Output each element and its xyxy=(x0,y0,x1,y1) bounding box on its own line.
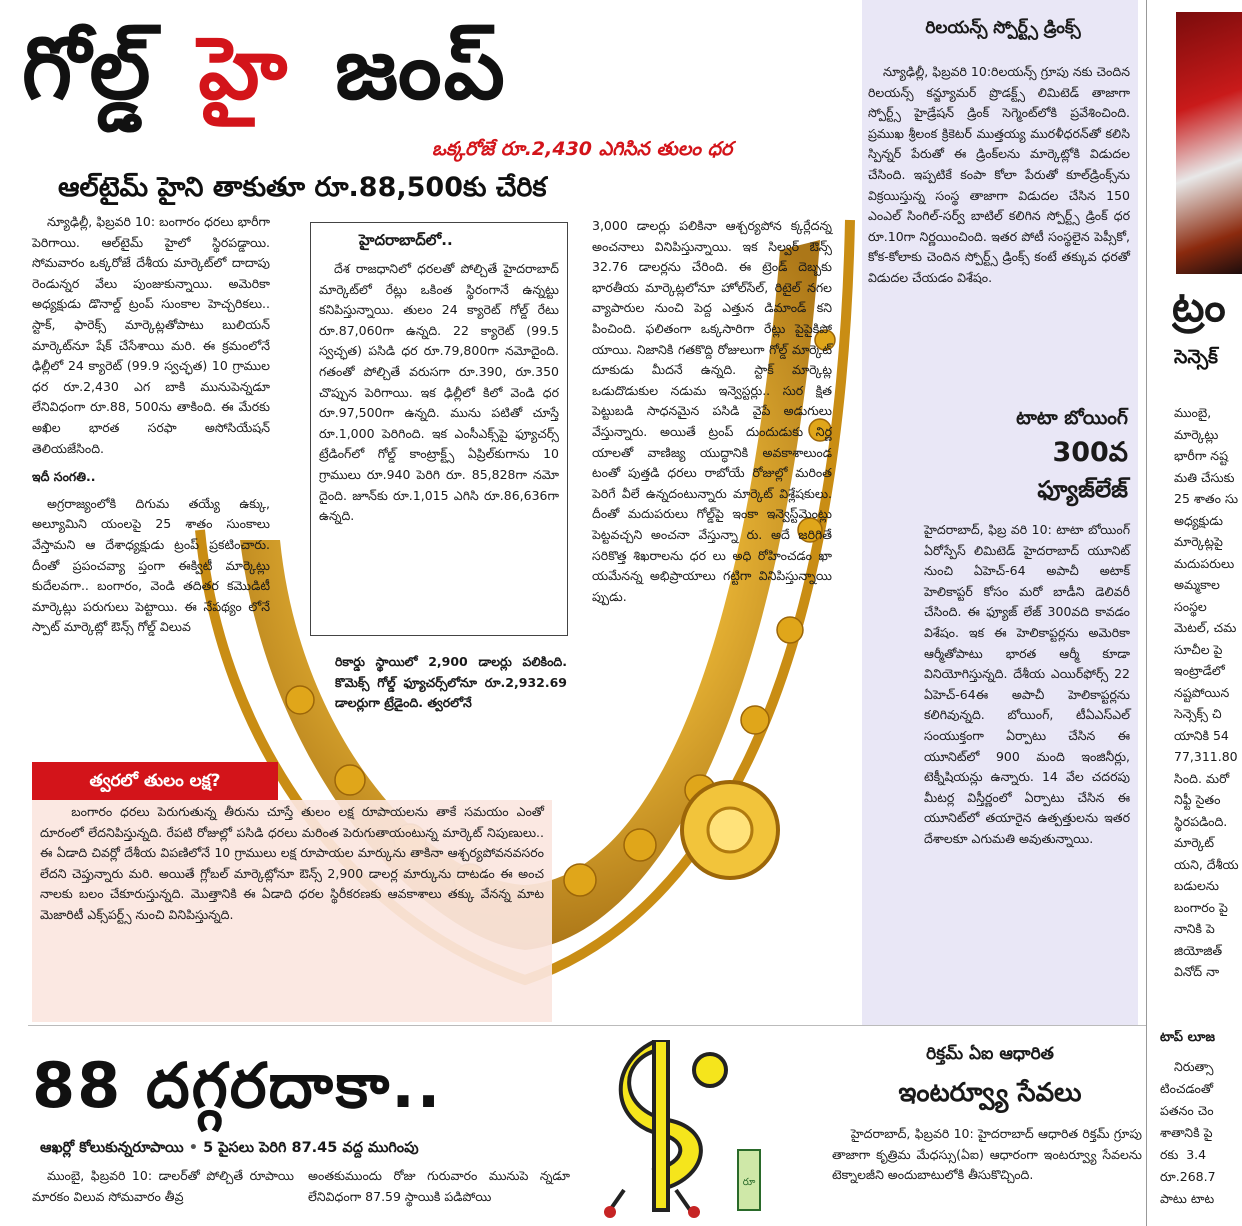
story-paragraph: న్యూఢిల్లీ, ఫిబ్రవరి 10: బంగారం ధరలు భారీగా పెరిగాయి. ఆల్‌టైమ్ హైలో స్థిరపడ్డాయి. సోమవారం ఒక్కరోజే దేశీయ మార్కెట్‌లో దాదాపు రెండున్నర వేలు పుంజుకున్నాయి. అమెరికా అధ్యక్షుడు డొనాల్డ్ ట్రంప్ సుంకాల హెచ్చరికలు.. స్టాక్, ఫారెక్స్ మార్కెట్లతోపాటు బులియన్ మార్కెట్‌నూ షేక్ చేసేశాయి మరి. ఈ క్రమంలోనే ఢిల్లీలో 24 క్యారెట్ (99.9 స్వచ్ఛత) 10 గ్రాముల ధర రూ.2,430 ఎగ బాకి మునుపెన్నడూ లేనివిధంగా రూ.88, 500ను తాకింది. ఈ మేరకు అఖిల భారత సరఫా అసోసియేషన్ తెలియజేసింది. xyxy=(32,214,270,456)
bottom-column-2: అంతకుముందు రోజు గురువారం మునుపె న్నడూ లేనివిధంగా 87.59 స్థాయికి పడిపోయి xyxy=(308,1168,570,1204)
bottom-headline: 88 దగ్గరదాకా.. xyxy=(32,1049,443,1122)
text-line: ముంబై, xyxy=(1174,405,1212,420)
text-line: ఇంట్రాడేలో xyxy=(1174,663,1225,678)
subline-b: 5 పైసలు పెరిగి 87.45 వద్ద ముగింపు xyxy=(203,1140,419,1156)
boeing-title xyxy=(968,402,1128,508)
text-line: 25 శాతం సు xyxy=(1174,491,1239,506)
text-line: సింది. మరో xyxy=(1174,770,1230,786)
boeing-title-line: టాటా బోయింగ్ xyxy=(1016,407,1128,429)
red-box-title: త్వరలో తులం లక్ష? xyxy=(89,771,221,791)
dollar-cartoon-image xyxy=(598,1040,794,1220)
hyderabad-box xyxy=(310,222,568,636)
text-line: టించడంతో xyxy=(1160,1081,1214,1096)
subheadline: ఆల్‌టైమ్ హైని తాకుతూ రూ.88,500కు చేరిక xyxy=(58,172,547,203)
text-fragment: రకు xyxy=(1160,1147,1179,1162)
right-edge-small-head: టాప్ లూజ xyxy=(1160,1030,1215,1045)
text-line: యానికి 54 xyxy=(1174,727,1229,743)
rikthum-text: హైదరాబాద్, ఫిబ్రవరి 10: హైదరాబాద్ ఆధారిత రిక్తమ్ గ్రూపు తాజాగా కృత్రిమ మేధస్సు(ఏఐ) ఆధారంగా ఇంటర్వ్యూ సేవలను టెక్నాలజీని అందుబాటులోకి తీసుకొచ్చింది. xyxy=(832,1126,1142,1183)
main-headline xyxy=(22,10,862,132)
text-line: 77,311.80 xyxy=(1174,749,1238,764)
box-text: దేశ రాజధానిలో ధరలతో పోల్చితే హైదరాబాద్ మార్కెట్‌లో రేట్లు ఒకింత స్థిరంగానే ఉన్నట్టు కనిపిస్తున్నాయి. తులం 24 క్యారెట్ గోల్డ్ రేటు రూ.87,060గా ఉన్నది. 22 క్యారెట్ (99.5 స్వచ్ఛత) పసిడి ధర రూ.79,800గా నమోదైంది. గతంతో పోల్చితే వరుసగా రూ.390, రూ.350 చొప్పున పెరిగాయి. ఇక ఢిల్లీలో కిలో వెండి ధర రూ.97,500గా ఉన్నది. మును పటితో చూస్తే రూ.1,000 పెరిగింది. ఇక ఎంసీఎక్స్‌పై ఫ్యూచర్స్ ట్రేడింగ్‌లో గోల్డ్ కాంట్రాక్ట్స్ ఏప్రిల్‌కుగాను 10 గ్రాములు రూ.940 పెరిగి రూ. 85,828గా నమో దైంది. జూన్‌కు రూ.1,015 ఎగిసి రూ.86,636గా ఉన్నది. xyxy=(319,261,559,524)
sidebar-title: రిలయన్స్ స్పోర్ట్స్ డ్రింక్స్ xyxy=(925,18,1081,38)
story-column-1 xyxy=(32,212,270,638)
story-column-3: 3,000 డాలర్లు పలికినా ఆశ్చర్యపోన క్కర్లేదన్న అంచనాలు వినిపిస్తున్నాయి. ఇక సిల్వర్ ఔన్స్ 32.76 డాలర్లను చేరింది. ఈ ట్రెండ్ దెబ్బకు భారతీయ మార్కెట్లలోనూ హోల్‌సేల్, రిటైల్ నగల వ్యాపారుల నుంచి పెద్ద ఎత్తున డిమాండ్ కని పించింది. ఫలితంగా ఒక్కసారిగా రేట్లు పైపైకిపో యాయి. నిజానికి గతకొద్ది రోజులుగా గోల్డ్ మార్కెట్ దూకుడు మీదనే ఉన్నది. స్టాక్ మార్కెట్ల ఒడుదొడుకుల నడుమ ఇన్వెస్టర్లు.. సుర క్షిత పెట్టుబడి సాధనమైన పసిడి వైపే అడుగులు వేస్తున్నారు. అయితే ట్రంప్ దుందుడుకు నిర్ణ యాలతో వాణిజ్య యుద్ధానికి అవకాశాలుండ టంతో పుత్తడి ధరలు రాబోయే రోజుల్లో మరింత పెరిగే వీలే ఉన్నదంటున్నారు మార్కెట్ విశ్లేషకులు. దీంతో మదుపరులు గోల్డ్‌పై ఇంకా ఇన్వెస్ట్‌మెంట్లు పెట్టవచ్చని అంచనా వేస్తున్నా రు. అదే జరిగితే సరికొత్త శిఖరాలను ధర లు అధి రోహించడం ఖా యమేనన్న అభిప్రాయాలు గట్టిగా వినిపిస్తున్నాయి ప్పుడు. xyxy=(592,218,832,604)
divider xyxy=(1146,0,1147,1226)
sidebar-text: న్యూఢిల్లీ, ఫిబ్రవరి 10:రిలయన్స్ గ్రూపు నకు చెందిన రిలయన్స్ కన్జ్యూమర్ ప్రొడక్ట్స్ లిమిటెడ్ తాజాగా స్పోర్ట్స్ హైడ్రేషన్ డ్రింక్ సెగ్మెంట్‌లోకి ప్రవేశించింది. ప్రముఖ శ్రీలంక క్రికెటర్ ముత్తయ్య మురళీధరన్‌తో కలిసి స్పిన్నర్ పేరుతో ఈ డ్రింక్‌లను మార్కెట్లోకి విడుదల చేసింది. ఇప్పటికే కంపా కోలా పేరుతో కూల్‌డ్రింక్స్‌ను విక్రయిస్తున్న సంస్థ తాజాగా విడుదల చేసిన 150 ఎంఎల్ సింగిల్-సర్వ్ బాటిల్ కలిగిన స్పోర్ట్స్ డ్రింక్ ధర రూ.10గా నిర్ణయించింది. ఇతర పోటీ సంస్థలైన పెప్సీకో, కోక-కోలాకు చెందిన స్పోర్ట్స్ డ్రింక్స్ కంటే తక్కువ ధరతో విడుదల చేయడం విశేషం. xyxy=(868,64,1130,285)
text-line: మతి చేసుకు xyxy=(1174,469,1235,485)
headline-word-3: జంప్ xyxy=(335,19,507,119)
box-title: హైదరాబాద్‌లో.. xyxy=(359,231,453,249)
right-edge-photo xyxy=(1176,12,1242,274)
text-line: రూ.268.7 xyxy=(1160,1169,1216,1184)
text-line: మదుపరులు xyxy=(1174,555,1235,571)
text-line: శాతానికి పై xyxy=(1160,1125,1213,1140)
text-line: స్థిరపడింది. xyxy=(1174,813,1228,829)
text-line: అమ్మకాల xyxy=(1174,577,1220,592)
subline-a: ఆఖర్లో కోలుకున్నరూపాయి xyxy=(40,1140,184,1156)
bottom-subline xyxy=(40,1140,610,1160)
text-line: వినోద్ నా xyxy=(1174,964,1220,979)
right-edge-headline: ట్రం xyxy=(1172,282,1226,331)
right-edge-subhead: సెన్సెక్ xyxy=(1174,346,1218,368)
text-line: నష్టపోయిన xyxy=(1174,684,1230,700)
text-line: సూచీల పై xyxy=(1174,641,1223,657)
right-edge-column xyxy=(1174,402,1242,983)
red-box-header xyxy=(32,762,278,800)
text-line: పాటు టాట xyxy=(1160,1191,1215,1206)
divider xyxy=(28,1025,1146,1026)
boeing-text: హైదరాబాద్, ఫిబ్ర వరి 10: టాటా బోయింగ్ ఏరోస్పేస్ లిమిటెడ్ హైదరాబాద్ యూనిట్ నుంచి ఏహెచ్-64 అపాచీ అటాక్ హెలికాప్టర్ కోసం మరో బాడీని డెలివరీ చేసింది. ఈ ఫ్యూజ్ లేజ్ 300వది కావడం విశేషం. ఇక ఈ హెలికాప్టర్లను అమెరికా ఆర్మీతోపాటు భారత ఆర్మీ కూడా వినియోగిస్తున్నది. దేశీయ ఎయిర్‌ఫోర్స్ 22 ఏహెచ్-64ఈ అపాచీ హెలికాప్టర్లను కలిగివున్నది. బోయింగ్, టీఏఎస్‌ఎల్ సంయుక్తంగా ఏర్పాటు చేసిన ఈ యూనిట్‌లో 900 మంది ఇంజినీర్లు, టెక్నీషియన్లు ఉన్నారు. 14 వేల చదరపు మీటర్ల విస్తీర్ణంలో ఏర్పాటు చేసిన ఈ యూనిట్‌లో తయారైన ఉత్పత్తులను ఇతర దేశాలకూ ఎగుమతి అవుతున్నాయి. xyxy=(924,522,1130,846)
rikthum-title-2: ఇంటర్వ్యూ సేవలు xyxy=(898,1078,1082,1108)
story-column-2: రికార్డు స్థాయిలో 2,900 డాలర్లు పలికింది. కొమెక్స్ గోల్డ్ ఫ్యూచర్స్‌లోనూ రూ.2,932.69 డాలర్లుగా ట్రేడైంది. త్వరలోనే xyxy=(335,654,567,711)
boeing-title-line: 300వ xyxy=(1052,437,1128,468)
text-line: నిఫ్టీ సైతం xyxy=(1174,792,1221,807)
text-line: నిరుత్సా xyxy=(1174,1059,1214,1074)
red-box-text: బంగారం ధరలు పెరుగుతున్న తీరును చూస్తే తులం లక్ష రూపాయలను తాకే సమయం ఎంతో దూరంలో లేదనిపిస్తున్నది. రేపటి రోజుల్లో పసిడి ధరలు మరింత పెరుగుతాయంటున్న మార్కెట్ నిపుణులు.. ఈ ఏడాది చివర్లో దేశీయ విపణిలోనే 10 గ్రాములు లక్ష రూపాయల మార్కును తాకినా ఆశ్చర్యపోవనవసరం లేదని చెప్తున్నారు మరి. అయితే గ్లోబల్ మార్కెట్లోనూ ఔన్స్ 2,900 డాలర్ల మార్కును దాటడం ఈ అంచ నాలకు బలం చేకూరుస్తున్నది. మొత్తానికి ఈ ఏడాది ధరల స్థిరీకరణకు ఆవకాశాలు తక్కు వేనన్న మాట మెజారిటీ ఎక్స్‌పర్ట్స్ నుంచి వినిపిస్తున్నది. xyxy=(32,800,552,1022)
headline-kicker: ఒక్కరోజే రూ.2,430 ఎగిసిన తులం ధర xyxy=(432,138,733,160)
text-line xyxy=(1160,1144,1242,1166)
text-line: మార్కెట్లు xyxy=(1174,426,1219,442)
headline-word-1: గోల్డ్ xyxy=(22,19,153,119)
text-line: నానికి పె xyxy=(1174,921,1215,936)
text-line: పతనం చెం xyxy=(1160,1103,1214,1118)
text-line: బడులను xyxy=(1174,878,1219,893)
bottom-column-1: ముంబై, ఫిబ్రవరి 10: డాలర్‌తో పోల్చితే రూపాయి మారకం విలువ సోమవారం తీవ్ర xyxy=(32,1168,294,1204)
text-line: అధ్యక్షుడు xyxy=(1174,512,1223,528)
text-line: సంస్థల xyxy=(1174,598,1207,614)
section-subhead: ఇదీ సంగతి.. xyxy=(32,469,96,485)
text-line: మెటల్, చమ xyxy=(1174,620,1237,635)
rikthum-title-1: రిక్తమ్ ఏఐ ఆధారిత xyxy=(926,1044,1054,1064)
text-line: మార్కెట్లపై xyxy=(1174,534,1223,549)
money-note-label: రూ xyxy=(742,1177,756,1188)
story-paragraph: అగ్రరాజ్యంలోకి దిగుమ తయ్యే ఉక్కు, అల్యూమిని యంలపై 25 శాతం సుంకాలు వేస్తామని ఆ దేశాధ్యక్షుడు ట్రంప్ ప్రకటించారు. దీంతో ప్రపంచవ్యా ప్తంగా ఈక్విటీ మార్కెట్లు కుదేలవగా.. బంగారం, వెండి తదితర కమొడిటీ మార్కెట్లు పరుగులు పెట్టాయి. ఈ నేపథ్యం లోనే స్పాట్ మార్కెట్లో ఔన్స్ గోల్డ్ విలువ xyxy=(32,495,270,635)
text-line: భారీగా నష్ట xyxy=(1174,448,1228,463)
headline-word-2: హై xyxy=(198,19,290,119)
bullet-icon: • xyxy=(188,1140,199,1156)
text-line: యని, దేశీయ xyxy=(1174,856,1239,872)
text-line: సెన్సెక్స్ చి xyxy=(1174,706,1222,721)
text-line: బంగారం పై xyxy=(1174,899,1228,915)
boeing-title-line: ఫ్యూజ్‌లేజ్ xyxy=(1037,477,1128,503)
text-line: మార్కెట్ xyxy=(1174,835,1215,850)
right-edge-column-2 xyxy=(1160,1056,1242,1210)
text-fragment: 3.4 xyxy=(1186,1147,1207,1162)
text-line: జియోజిత్ xyxy=(1174,942,1223,958)
